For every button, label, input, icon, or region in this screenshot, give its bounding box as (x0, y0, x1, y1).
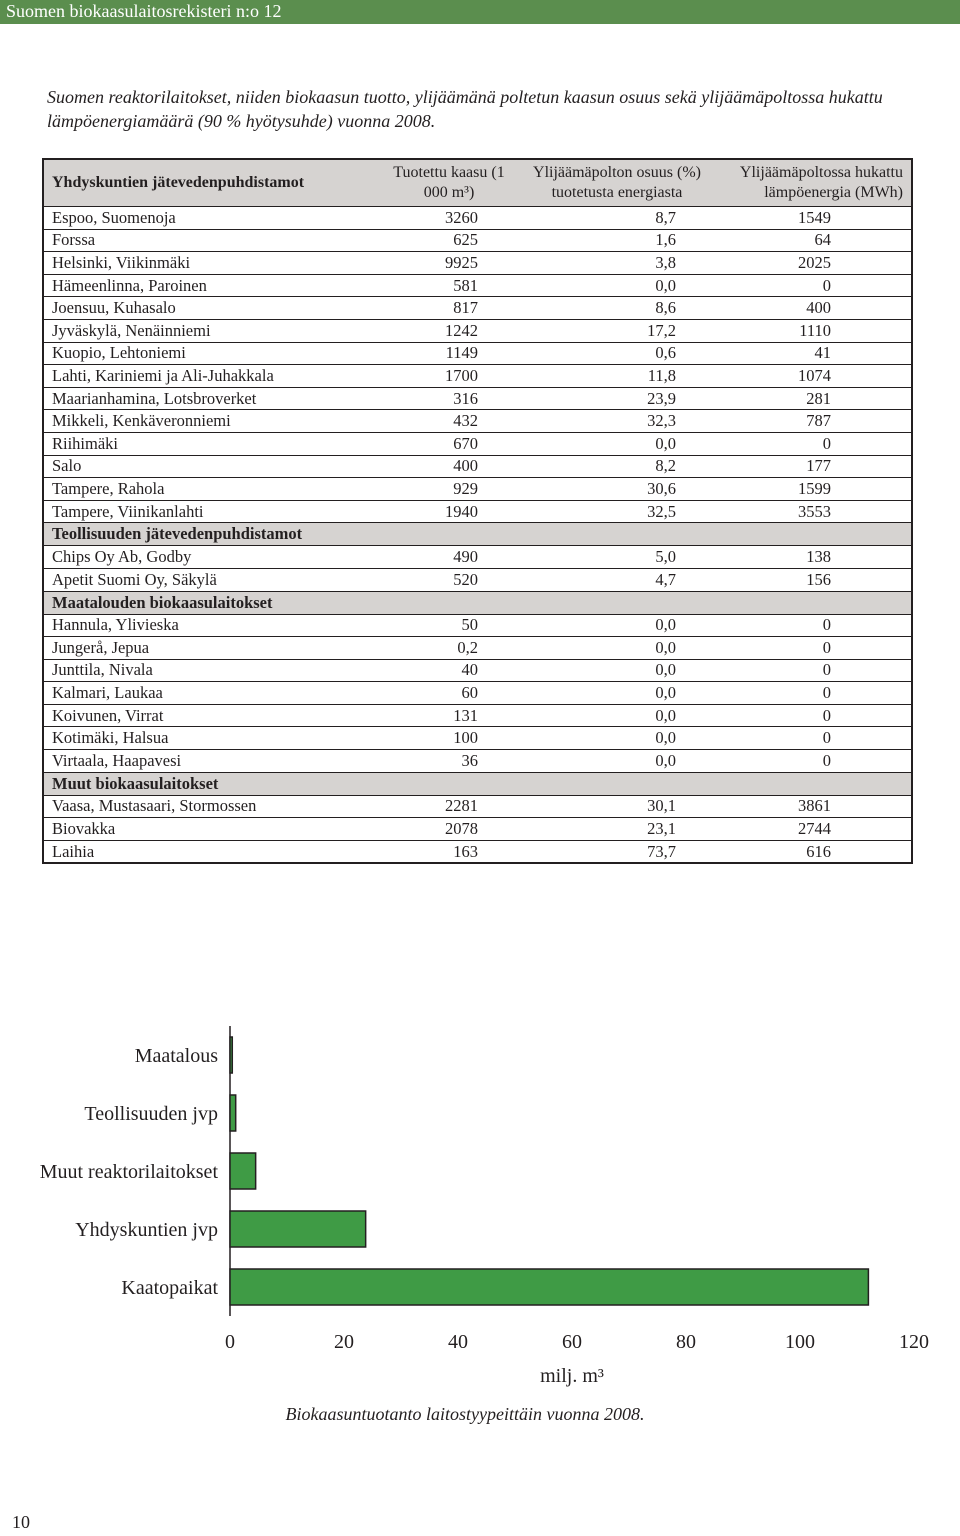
plant-name-cell: Tampere, Rahola (43, 478, 380, 501)
category-label: Kaatopaikat (121, 1277, 218, 1299)
table-row (43, 637, 912, 660)
x-tick-label: 0 (225, 1331, 235, 1353)
table-row (43, 478, 912, 501)
table-row (43, 795, 912, 818)
share-cell: 8,7 (518, 207, 716, 230)
table-row (43, 840, 912, 863)
energy-cell: 0 (716, 274, 912, 297)
gas-cell: 9925 (380, 252, 518, 275)
running-header: Suomen biokaasulaitosrekisteri n:o 12 (0, 0, 960, 24)
table-row (43, 727, 912, 750)
gas-cell: 1149 (380, 342, 518, 365)
table-row (43, 614, 912, 637)
plant-name-cell: Hannula, Ylivieska (43, 614, 380, 637)
category-label: Yhdyskuntien jvp (75, 1219, 218, 1241)
energy-cell: 138 (716, 546, 912, 569)
gas-cell: 60 (380, 682, 518, 705)
gas-cell: 163 (380, 840, 518, 863)
chart-caption: Biokaasuntuotanto laitostyypeittäin vuonna 2008. (285, 1404, 645, 1424)
energy-cell: 3861 (716, 795, 912, 818)
share-cell: 1,6 (518, 229, 716, 252)
plant-name-cell: Virtaala, Haapavesi (43, 750, 380, 773)
table-section-row (43, 772, 912, 795)
biogas-plants-table (42, 158, 913, 864)
plant-name-cell: Forssa (43, 229, 380, 252)
x-tick-label: 40 (448, 1331, 468, 1353)
column-header-plant: Yhdyskuntien jätevedenpuhdistamot (43, 159, 380, 207)
share-cell: 23,1 (518, 818, 716, 841)
plant-name-cell: Vaasa, Mustasaari, Stormossen (43, 795, 380, 818)
plant-name-cell: Kuopio, Lehtoniemi (43, 342, 380, 365)
table-header-row (43, 159, 912, 207)
energy-cell: 0 (716, 637, 912, 660)
share-cell: 0,0 (518, 432, 716, 455)
share-cell: 0,0 (518, 637, 716, 660)
plant-name-cell: Jungerå, Jepua (43, 637, 380, 660)
energy-cell: 156 (716, 568, 912, 591)
plant-name-cell: Lahti, Kariniemi ja Ali-Juhakkala (43, 365, 380, 388)
x-tick-label: 120 (899, 1331, 929, 1353)
energy-cell: 0 (716, 750, 912, 773)
gas-cell: 670 (380, 432, 518, 455)
gas-cell: 2078 (380, 818, 518, 841)
bar-chart-svg (0, 1010, 960, 1390)
plant-name-cell: Apetit Suomi Oy, Säkylä (43, 568, 380, 591)
table-section-row (43, 591, 912, 614)
table-caption: Suomen reaktorilaitokset, niiden biokaasun tuotto, ylijäämänä poltetun kaasun osuus sekä ylijäämäpoltossa hukattu lämpöenergiamäärä (90 % hyötysuhde) vuonna 2008. (47, 87, 883, 131)
share-cell: 3,8 (518, 252, 716, 275)
gas-cell: 432 (380, 410, 518, 433)
table-row (43, 500, 912, 523)
table-row (43, 297, 912, 320)
column-header-share: Ylijäämäpolton osuus (%) tuotetusta energiasta (518, 159, 716, 207)
plant-name-cell: Junttila, Nivala (43, 659, 380, 682)
plant-name-cell: Kotimäki, Halsua (43, 727, 380, 750)
table-row (43, 682, 912, 705)
table-row (43, 568, 912, 591)
share-cell: 23,9 (518, 387, 716, 410)
plant-name-cell: Mikkeli, Kenkäveronniemi (43, 410, 380, 433)
gas-cell: 929 (380, 478, 518, 501)
table-row (43, 410, 912, 433)
energy-cell: 1599 (716, 478, 912, 501)
share-cell: 0,0 (518, 704, 716, 727)
share-cell: 0,0 (518, 727, 716, 750)
gas-cell: 100 (380, 727, 518, 750)
energy-cell: 177 (716, 455, 912, 478)
plant-name-cell: Kalmari, Laukaa (43, 682, 380, 705)
gas-cell: 3260 (380, 207, 518, 230)
x-tick-label: 20 (334, 1331, 354, 1353)
table-row (43, 342, 912, 365)
category-label: Muut reaktorilaitokset (39, 1161, 218, 1183)
table-row (43, 750, 912, 773)
page-number: 10 (12, 1512, 30, 1532)
plant-name-cell: Biovakka (43, 818, 380, 841)
energy-cell: 1110 (716, 319, 912, 342)
biogas-production-chart (0, 1010, 960, 1390)
table-row (43, 432, 912, 455)
table-row (43, 207, 912, 230)
plant-name-cell: Tampere, Viinikanlahti (43, 500, 380, 523)
plant-name-cell: Maarianhamina, Lotsbroverket (43, 387, 380, 410)
x-tick-label: 100 (785, 1331, 815, 1353)
table-row (43, 387, 912, 410)
plant-name-cell: Koivunen, Virrat (43, 704, 380, 727)
energy-cell: 787 (716, 410, 912, 433)
share-cell: 0,0 (518, 274, 716, 297)
table-row (43, 818, 912, 841)
gas-cell: 1940 (380, 500, 518, 523)
plant-name-cell: Hämeenlinna, Paroinen (43, 274, 380, 297)
table-row (43, 704, 912, 727)
share-cell: 8,6 (518, 297, 716, 320)
gas-cell: 40 (380, 659, 518, 682)
gas-cell: 520 (380, 568, 518, 591)
energy-cell: 616 (716, 840, 912, 863)
plant-name-cell: Joensuu, Kuhasalo (43, 297, 380, 320)
table-row (43, 229, 912, 252)
share-cell: 0,0 (518, 682, 716, 705)
share-cell: 8,2 (518, 455, 716, 478)
share-cell: 11,8 (518, 365, 716, 388)
gas-cell: 1700 (380, 365, 518, 388)
bar (230, 1037, 232, 1073)
energy-cell: 2025 (716, 252, 912, 275)
energy-cell: 1549 (716, 207, 912, 230)
gas-cell: 400 (380, 455, 518, 478)
gas-cell: 0,2 (380, 637, 518, 660)
section-title: Muut biokaasulaitokset (43, 772, 912, 795)
category-label: Maatalous (134, 1045, 218, 1067)
table-row (43, 659, 912, 682)
gas-cell: 131 (380, 704, 518, 727)
table-body (43, 207, 912, 864)
bar (230, 1269, 868, 1305)
bar (230, 1095, 236, 1131)
bar (230, 1211, 366, 1247)
table-row (43, 274, 912, 297)
plant-name-cell: Salo (43, 455, 380, 478)
energy-cell: 0 (716, 682, 912, 705)
share-cell: 17,2 (518, 319, 716, 342)
share-cell: 0,0 (518, 659, 716, 682)
table-row (43, 252, 912, 275)
energy-cell: 0 (716, 727, 912, 750)
gas-cell: 817 (380, 297, 518, 320)
energy-cell: 281 (716, 387, 912, 410)
column-header-energy: Ylijäämäpoltossa hukattu lämpöenergia (MWh) (716, 159, 912, 207)
table-row (43, 365, 912, 388)
share-cell: 32,5 (518, 500, 716, 523)
energy-cell: 0 (716, 432, 912, 455)
table-section-row (43, 523, 912, 546)
share-cell: 0,0 (518, 750, 716, 773)
energy-cell: 2744 (716, 818, 912, 841)
gas-cell: 36 (380, 750, 518, 773)
energy-cell: 0 (716, 659, 912, 682)
share-cell: 5,0 (518, 546, 716, 569)
share-cell: 73,7 (518, 840, 716, 863)
gas-cell: 490 (380, 546, 518, 569)
category-label: Teollisuuden jvp (84, 1103, 218, 1125)
gas-cell: 625 (380, 229, 518, 252)
gas-cell: 581 (380, 274, 518, 297)
share-cell: 30,1 (518, 795, 716, 818)
gas-cell: 2281 (380, 795, 518, 818)
table-row (43, 546, 912, 569)
energy-cell: 1074 (716, 365, 912, 388)
section-title: Maatalouden biokaasulaitokset (43, 591, 912, 614)
share-cell: 32,3 (518, 410, 716, 433)
energy-cell: 3553 (716, 500, 912, 523)
plant-name-cell: Espoo, Suomenoja (43, 207, 380, 230)
energy-cell: 41 (716, 342, 912, 365)
column-header-gas: Tuotettu kaasu (1 000 m³) (380, 159, 518, 207)
table-row (43, 455, 912, 478)
plant-name-cell: Helsinki, Viikinmäki (43, 252, 380, 275)
share-cell: 0,0 (518, 614, 716, 637)
bar (230, 1153, 256, 1189)
energy-cell: 400 (716, 297, 912, 320)
plant-name-cell: Riihimäki (43, 432, 380, 455)
energy-cell: 64 (716, 229, 912, 252)
gas-cell: 50 (380, 614, 518, 637)
x-tick-label: 80 (676, 1331, 696, 1353)
plant-name-cell: Chips Oy Ab, Godby (43, 546, 380, 569)
energy-cell: 0 (716, 704, 912, 727)
energy-cell: 0 (716, 614, 912, 637)
plant-name-cell: Jyväskylä, Nenäinniemi (43, 319, 380, 342)
gas-cell: 316 (380, 387, 518, 410)
x-axis-label: milj. m³ (540, 1365, 604, 1387)
section-title: Teollisuuden jätevedenpuhdistamot (43, 523, 912, 546)
share-cell: 30,6 (518, 478, 716, 501)
x-tick-label: 60 (562, 1331, 582, 1353)
plant-name-cell: Laihia (43, 840, 380, 863)
share-cell: 0,6 (518, 342, 716, 365)
table-row (43, 319, 912, 342)
gas-cell: 1242 (380, 319, 518, 342)
share-cell: 4,7 (518, 568, 716, 591)
